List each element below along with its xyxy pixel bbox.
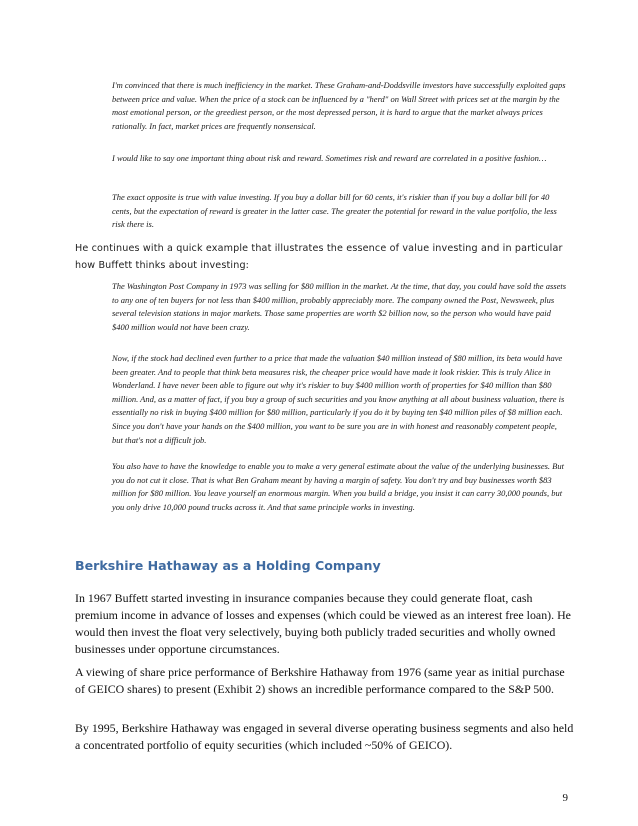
quote-inefficiency-paragraph: I'm convinced that there is much inefficiency in the market. These Graham-and-Doddsville investors have successfully exploited gaps between price and value. When the price of a stock can be influenced by a "herd" on Wall Street with prices set at the margin by the most emotional person, or the greediest person, or the most depressed person, it is hard to argue that the market always prices rationally. In fact, market prices are frequently nonsensical. (112, 80, 566, 131)
quote-risk-reward-paragraph: I would like to say one important thing about risk and reward. Sometimes risk and reward are correlated in a positive fashion… (112, 153, 547, 163)
quote-beta-risk-paragraph: Now, if the stock had declined even further to a price that made the valuation $40 million instead of $80 million, its beta would have been greater. And to people that think beta measures risk, the cheaper price would have made it look riskier. This is truly Alice in Wonderland. I have never been able to figure out why it's riskier to buy $400 million worth of properties for $40 million than $80 million. And, as a matter of fact, if you buy a group of such securities and you know anything at all about business valuation, there is essentially no risk in buying $400 million for $80 million, particularly if you do it by buying ten $40 million piles of $8 million each. Since you don't have your hands on the $400 million, you want to be sure you are in with honest and reasonably competent people, but that's not a difficult job. (112, 353, 565, 445)
body-paragraph-share-price: A viewing of share price performance of Berkshire Hathaway from 1976 (same year as initial purchase of GEICO shares) to present (Exhibit 2) shows an incredible performance compared to the S&P 500. (75, 665, 565, 696)
intro-paragraph: He continues with a quick example that illustrates the essence of value investing and in particular how Buffett thinks about investing: (75, 243, 563, 271)
page-number: 9 (562, 792, 568, 804)
quote-washington-post-paragraph: The Washington Post Company in 1973 was selling for $80 million in the market. At the time, that day, you could have sold the assets to any one of ten buyers for not less than $400 million, probably appreciably more. The company owned the Post, Newsweek, plus several television stations in major markets. Those same properties are worth $2 billion now, so the person who would have paid $400 million would not have been crazy. (112, 281, 567, 332)
quote-margin-of-safety-paragraph: You also have to have the knowledge to enable you to make a very general estimate about the value of the underlying businesses. But you do not cut it close. That is what Ben Graham meant by having a margin of safety. You don't try and buy businesses worth $83 million for $80 million. You leave yourself an enormous margin. When you build a bridge, you insist it can carry 30,000 pounds, but you only drive 10,000 pound trucks across it. And that same principle works in investing. (112, 461, 564, 512)
body-paragraph-1995: By 1995, Berkshire Hathaway was engaged in several diverse operating business segments and also held a concentrated portfolio of equity securities (which included ~50% of GEICO). (75, 721, 574, 752)
section-heading: Berkshire Hathaway as a Holding Company (75, 558, 381, 573)
body-paragraph-insurance: In 1967 Buffett started investing in insurance companies because they could generate float, cash premium income in advance of losses and expenses (which could be viewed as an interest free loan). He would then invest the float very selectively, buying both publicly traded securities and wholly owned businesses under opportune circumstances. (75, 591, 571, 656)
quote-value-investing-paragraph: The exact opposite is true with value investing. If you buy a dollar bill for 60 cents, it's riskier than if you buy a dollar bill for 40 cents, but the expectation of reward is greater in the latter case. The greater the potential for reward in the value portfolio, the less risk there is. (112, 192, 557, 230)
